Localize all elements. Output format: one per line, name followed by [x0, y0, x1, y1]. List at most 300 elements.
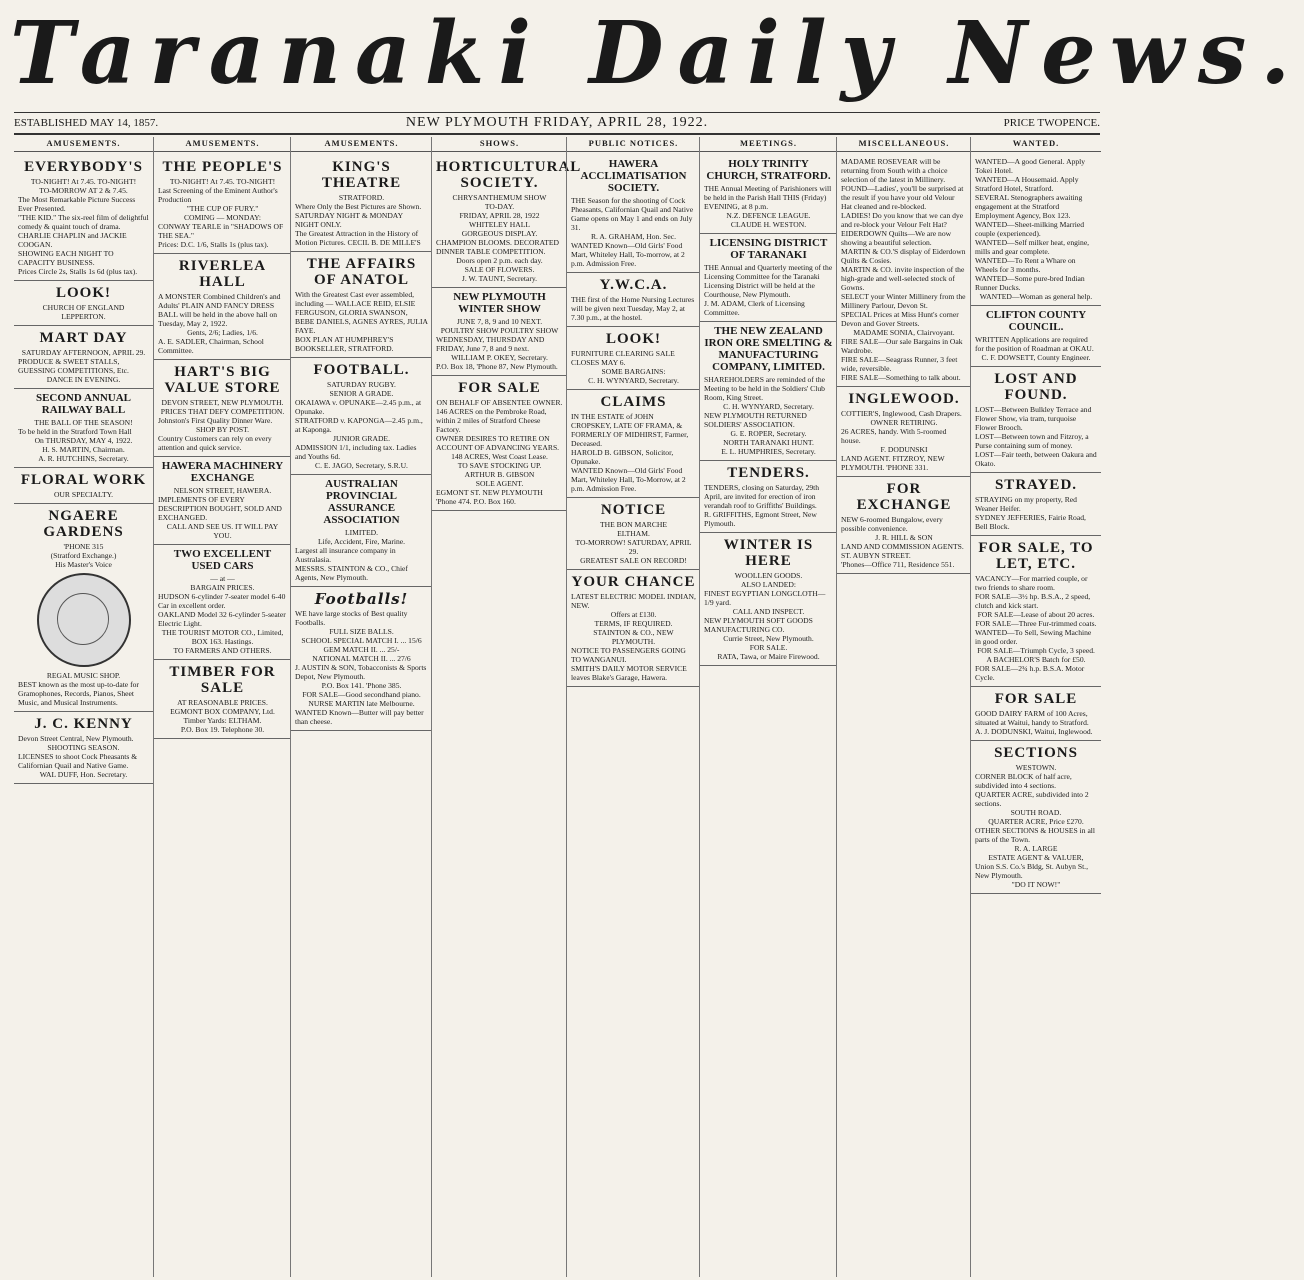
advertisement: [837, 387, 971, 477]
ad-text: EGMONT ST. NEW PLYMOUTH 'Phone 474. P.O. Box 160.: [436, 488, 543, 506]
ad-text: SMITH'S DAILY MOTOR SERVICE leaves Blake's Garage, Hawera.: [571, 664, 687, 682]
ad-text: FOR SALE—Good secondhand piano.: [302, 690, 421, 699]
ad-text: STAINTON & CO., NEW PLYMOUTH.: [593, 628, 674, 646]
ad-text: ALSO LANDED:: [740, 580, 797, 589]
ad-text: P.O. Box 18, 'Phone 87, New Plymouth.: [436, 362, 558, 371]
ad-text: THE BON MARCHE: [599, 520, 668, 529]
advertisement: [291, 252, 432, 358]
advertisement: [700, 322, 837, 461]
ad-text: NATIONAL MATCH II. ... 27/6: [312, 654, 411, 663]
column-4: [431, 137, 582, 1277]
ad-text: WANTED—A Housemaid. Apply Stratford Hotel, Stratford.: [975, 175, 1079, 193]
ad-text: THE Season for the shooting of Cock Pheasants, Californian Quail and Native Game opens on May 1 and ends on July 31.: [571, 196, 694, 232]
ad-text: NURSE MARTIN late Melbourne.: [308, 699, 415, 708]
ad-text: NOTICE TO PASSENGERS GOING TO WANGANUI.: [571, 646, 686, 664]
ad-text: ADMISSION 1/1, including tax. Ladies and Youths 6d.: [295, 443, 417, 461]
advertisement: [14, 155, 153, 281]
advertisement: [154, 660, 291, 739]
ad-text: NELSON STREET, HAWERA.: [173, 486, 272, 495]
ad-text: FIRE SALE—Our sale Bargains in Oak Wardrobe.: [841, 337, 963, 355]
ad-text: To be held in the Stratford Town Hall: [18, 427, 132, 436]
ad-title: CLIFTON COUNTY COUNCIL.: [985, 309, 1087, 333]
advertisement: [14, 504, 153, 712]
ad-text: WANTED—Woman as general help.: [979, 292, 1093, 301]
ad-text: On THURSDAY, MAY 4, 1922.: [34, 436, 133, 445]
ad-text: PRODUCE & SWEET STALLS, GUESSING COMPETITIONS, Etc.: [18, 357, 129, 375]
ad-text: CORNER BLOCK of half acre, subdivided into 4 sections.: [975, 772, 1072, 790]
ad-text: E. L. HUMPHRIES, Secretary.: [721, 447, 816, 456]
column-header: AMUSEMENTS.: [14, 137, 153, 152]
ad-text: REGAL MUSIC SHOP.: [46, 671, 121, 680]
ad-text: WOOLLEN GOODS.: [734, 571, 803, 580]
ad-text: FIRE SALE—Seagrass Runner, 3 feet wide, reversible.: [841, 355, 958, 373]
ad-text: FOR SALE—Lease of about 20 acres.: [977, 610, 1095, 619]
ad-text: TO-NIGHT! At 7.45. TO-NIGHT!: [169, 177, 276, 186]
ad-text: OUR SPECIALTY.: [53, 490, 114, 499]
ad-title: MART DAY: [39, 330, 128, 346]
advertisement: [567, 390, 700, 498]
ad-text: CHARLIE CHAPLIN and JACKIE COOGAN.: [18, 231, 127, 249]
ad-text: QUARTER ACRE, Price £270.: [988, 817, 1084, 826]
ad-text: SOUTH ROAD.: [1010, 808, 1062, 817]
ad-text: SHOP BY POST.: [195, 425, 250, 434]
ad-text: BEST known as the most up-to-date for Gramophones, Records, Pianos, Sheet Music, and Musical Instruments.: [18, 680, 139, 707]
advertisement: [971, 155, 1101, 306]
advertisement: [291, 358, 432, 475]
ad-title: LOOK!: [605, 331, 661, 347]
advertisement: [291, 587, 432, 731]
ad-title: TENDERS.: [727, 465, 810, 481]
ad-title: J. C. KENNY: [34, 716, 133, 732]
ad-text: LADIES! Do you know that we can dye and re-block your Velour Felt Hat?: [841, 211, 964, 229]
advertisement: [971, 687, 1101, 741]
ad-text: LOST—Between town and Fitzroy, a Purse containing sum of money.: [975, 432, 1089, 450]
masthead-rule: [14, 112, 1100, 113]
advertisement: [567, 570, 700, 687]
ad-text: SOLE AGENT.: [475, 479, 524, 488]
ad-text: LATEST ELECTRIC MODEL INDIAN, NEW.: [571, 592, 696, 610]
ad-text: AT REASONABLE PRICES.: [177, 698, 268, 707]
ad-text: SOME BARGAINS:: [601, 367, 666, 376]
ad-text: "THE CUP OF FURY.": [186, 204, 259, 213]
ad-text: "THE KID." The six-reel film of delightful comedy & quaint touch of drama.: [18, 213, 149, 231]
ad-text: SALE OF FLOWERS.: [464, 265, 535, 274]
ad-text: ESTATE AGENT & VALUER,: [988, 853, 1084, 862]
ad-text: VACANCY—For married couple, or two friends to share room.: [975, 574, 1088, 592]
ad-title: LOOK!: [55, 285, 111, 301]
ad-text: 148 ACRES, West Coast Lease.: [451, 452, 548, 461]
ad-text: FOUND—Ladies', you'll be surprised at the result if you have your old Velour Hat cleaned and re-blocked.: [841, 184, 964, 211]
ad-text: A. E. SADLER, Chairman, School Committee.: [158, 337, 264, 355]
advertisement: [700, 533, 837, 666]
ad-text: A. R. HUTCHINS, Secretary.: [38, 454, 129, 463]
ad-text: (Stratford Exchange.): [50, 551, 117, 560]
ad-text: MESSRS. STAINTON & CO., Chief Agents, New Plymouth.: [295, 564, 408, 582]
ad-text: The Most Remarkable Picture Success Ever Presented.: [18, 195, 136, 213]
ad-text: WANTED—Self milker heat, engine, mills and gear complete.: [975, 238, 1090, 256]
ad-text: THE first of the Home Nursing Lectures will be given next Tuesday, May 2, at 7.30 p.m., at the hostel.: [571, 295, 695, 322]
ad-text: STRATFORD.: [338, 193, 385, 202]
ad-text: P.O. Box 141. 'Phone 385.: [321, 681, 402, 690]
ad-text: SHOOTING SEASON.: [47, 743, 120, 752]
ad-title: HAWERA ACCLIMATISATION SOCIETY.: [580, 158, 687, 194]
ad-title: KING'S THEATRE: [321, 159, 402, 191]
ad-text: J. AUSTIN & SON, Tobacconists & Sports Depot, New Plymouth.: [295, 663, 427, 681]
ad-text: NORTH TARANAKI HUNT.: [723, 438, 814, 447]
ad-title: LICENSING DISTRICT OF TARANAKI: [709, 237, 828, 261]
ad-text: Last Screening of the Eminent Author's Production: [158, 186, 278, 204]
ad-text: WANTED Known—Butter will pay better than cheese.: [295, 708, 424, 726]
advertisement: [432, 288, 567, 376]
ad-text: A. J. DODUNSKI, Waitui, Inglewood.: [975, 727, 1093, 736]
dateline-rule: [14, 133, 1100, 135]
ad-text: "DO IT NOW!": [1011, 880, 1061, 889]
ad-title: FOOTBALL.: [313, 362, 410, 378]
column-3: [290, 137, 432, 1277]
ad-title: FOR EXCHANGE: [856, 481, 952, 513]
ad-text: TENDERS, closing on Saturday, 29th April, are invited for erection of iron verandah roof to Griffiths' Buildings.: [704, 483, 820, 510]
ad-text: NEW PLYMOUTH SOFT GOODS MANUFACTURING CO.: [704, 616, 813, 634]
advertisement: [14, 281, 153, 326]
ad-text: — at —: [210, 574, 235, 583]
ad-text: WAL DUFF, Hon. Secretary.: [39, 770, 128, 779]
ad-text: NEW PLYMOUTH RETURNED SOLDIERS' ASSOCIATION.: [704, 411, 807, 429]
ad-title: AUSTRALIAN PROVINCIAL ASSURANCE ASSOCIATION: [323, 478, 400, 526]
advertisement: [971, 536, 1101, 687]
ad-text: SHOWING EACH NIGHT TO CAPACITY BUSINESS.: [18, 249, 114, 267]
ad-text: C. H. WYNYARD, Secretary.: [588, 376, 679, 385]
column-header: WANTED.: [971, 137, 1101, 152]
ad-text: SATURDAY RUGBY.: [327, 380, 396, 389]
ad-text: IMPLEMENTS OF EVERY DESCRIPTION BOUGHT, SOLD AND EXCHANGED.: [158, 495, 282, 522]
ad-text: DANCE IN EVENING.: [46, 375, 121, 384]
ad-text: THE Annual and Quarterly meeting of the Licensing Committee for the Taranaki Licensing District will be held at the Courthouse, New Plymouth.: [704, 263, 833, 299]
advertisement: [700, 234, 837, 322]
ad-text: ELTHAM.: [617, 529, 650, 538]
column-8: [970, 137, 1101, 1277]
ad-title: YOUR CHANCE: [571, 574, 696, 590]
column-6: [699, 137, 837, 1277]
ad-text: A BACHELOR'S Batch for £50.: [986, 655, 1086, 664]
ad-text: TO FARMERS AND OTHERS.: [173, 646, 272, 655]
ad-text: H. S. MARTIN, Chairman.: [42, 445, 125, 454]
ad-title: RIVERLEA HALL: [178, 258, 267, 290]
advertisement: [154, 457, 291, 545]
ad-title: TWO EXCELLENT USED CARS: [173, 548, 272, 572]
ad-text: NEW 6-roomed Bungalow, every possible convenience.: [841, 515, 943, 533]
ad-text: THE BALL OF THE SEASON!: [34, 418, 133, 427]
ad-text: R. GRIFFITHS, Egmont Street, New Plymouth.: [704, 510, 817, 528]
ad-text: FINEST EGYPTIAN LONGCLOTH—1/9 yard.: [704, 589, 826, 607]
column-header: AMUSEMENTS.: [291, 137, 432, 152]
ad-text: PRICES THAT DEFY COMPETITION.: [160, 407, 285, 416]
ad-title: TIMBER FOR SALE: [169, 664, 276, 696]
advertisement: [567, 273, 700, 327]
ad-text: ON BEHALF OF ABSENTEE OWNER.: [436, 398, 563, 407]
advertisement: [291, 155, 432, 252]
advertisement: [14, 712, 153, 784]
advertisement: [14, 389, 153, 468]
ad-title: HART'S BIG VALUE STORE: [164, 364, 281, 396]
column-5: [566, 137, 700, 1277]
advertisement: [700, 155, 837, 234]
ad-text: R. A. GRAHAM, Hon. Sec.: [590, 232, 676, 241]
ad-text: LAND AND COMMISSION AGENTS. ST. AUBYN STREET.: [841, 542, 964, 560]
ad-title: INGLEWOOD.: [848, 391, 960, 407]
ad-title: NGAERE GARDENS: [43, 508, 124, 540]
ad-text: Prices Circle 2s, Stalls 1s 6d (plus tax).: [18, 267, 138, 276]
ad-text: Currie Street, New Plymouth.: [723, 634, 814, 643]
advertisement: [971, 741, 1101, 894]
ad-text: LOST—Fair teeth, between Oakura and Okato.: [975, 450, 1097, 468]
ad-text: Union S.S. Co.'s Bldg, St. Aubyn St., New Plymouth.: [975, 862, 1088, 880]
advertisement: [14, 468, 153, 504]
established: ESTABLISHED MAY 14, 1857.: [14, 117, 159, 129]
ad-title: HAWERA MACHINERY EXCHANGE: [161, 460, 284, 484]
ad-text: SENIOR A GRADE.: [329, 389, 394, 398]
ad-text: WE have large stocks of Best quality Footballs.: [295, 609, 408, 627]
ad-text: FIRE SALE—Something to talk about.: [841, 373, 961, 382]
ad-text: C. H. WYNYARD, Secretary.: [723, 402, 814, 411]
ad-text: 26 ACRES, handy. With 5-roomed house.: [841, 427, 947, 445]
column-header: SHOWS.: [432, 137, 567, 152]
dateline: [14, 115, 1100, 133]
ad-text: FOR SALE.: [749, 643, 788, 652]
ad-title: SECTIONS: [994, 745, 1078, 761]
advertisement: [567, 327, 700, 390]
advertisement: [971, 367, 1101, 473]
ad-text: GORGEOUS DISPLAY.: [461, 229, 538, 238]
column-1: [14, 137, 153, 1277]
ad-text: SHAREHOLDERS are reminded of the Meeting to be held in the Soldiers' Club Room, King Street.: [704, 375, 826, 402]
ad-text: STRATFORD v. KAPONGA—2.45 p.m., at Kaponga.: [295, 416, 423, 434]
ad-text: OTHER SECTIONS & HOUSES in all parts of the Town.: [975, 826, 1096, 844]
column-header: PUBLIC NOTICES.: [567, 137, 700, 152]
ad-text: R. A. LARGE: [1014, 844, 1058, 853]
ad-text: N.Z. DEFENCE LEAGUE.: [726, 211, 811, 220]
advertisement: [837, 155, 971, 387]
ad-text: COMING — MONDAY:: [183, 213, 262, 222]
ad-text: CONWAY TEARLE in "SHADOWS OF THE SEA.": [158, 222, 284, 240]
ad-text: Gents, 2/6; Ladies, 1/6.: [187, 328, 258, 337]
column-header: MISCELLANEOUS.: [837, 137, 971, 152]
ad-title: NOTICE: [600, 502, 667, 518]
ad-text: WANTED—Sheet-milking Married couple (experienced).: [975, 220, 1085, 238]
ad-text: FRIDAY, APRIL 28, 1922: [459, 211, 540, 220]
ad-text: WANTED—Some pure-bred Indian Runner Ducks.: [975, 274, 1085, 292]
ad-text: JUNE 7, 8, 9 and 10 NEXT.: [456, 317, 543, 326]
advertisement: [837, 477, 971, 574]
advertisement: [432, 376, 567, 511]
advertisement: [14, 326, 153, 389]
ad-text: G. E. ROPER, Secretary.: [730, 429, 807, 438]
ad-text: WANTED—A good General. Apply Tokei Hotel.: [975, 157, 1086, 175]
ad-text: MARTIN & CO.'S display of Eiderdown Quilts & Cosies.: [841, 247, 966, 265]
ad-text: FOR SALE—3½ hp. B.S.A., 2 speed, clutch and kick start.: [975, 592, 1091, 610]
ad-text: 'Phones—Office 711, Residence 551.: [841, 560, 955, 569]
ad-text: TO-NIGHT! At 7.45. TO-NIGHT!: [30, 177, 137, 186]
ad-text: Johnston's First Quality Dinner Ware.: [158, 416, 273, 425]
ad-title: STRAYED.: [994, 477, 1078, 493]
ad-text: THE Annual Meeting of Parishioners will be held in the Parish Hall THIS (Friday) EVENING, at 8 p.m.: [704, 184, 832, 211]
issue-date: NEW PLYMOUTH FRIDAY, APRIL 28, 1922.: [405, 115, 709, 130]
ad-text: F. DODUNSKI: [880, 445, 928, 454]
ad-title: Y.W.C.A.: [599, 277, 668, 293]
ad-title: SECOND ANNUAL RAILWAY BALL: [35, 392, 132, 416]
ad-text: J. M. ADAM, Clerk of Licensing Committee.: [704, 299, 805, 317]
ad-text: JUNIOR GRADE.: [333, 434, 390, 443]
ad-text: SCHOOL SPECIAL MATCH I. ... 15/6: [301, 636, 422, 645]
column-header: MEETINGS.: [700, 137, 837, 152]
ad-title: LOST AND FOUND.: [994, 371, 1078, 403]
ad-text: CHRYSANTHEMUM SHOW: [452, 193, 547, 202]
ad-title: WINTER IS HERE: [723, 537, 814, 569]
ad-title: THE NEW ZEALAND IRON ORE SMELTING & MANUFACTURING COMPANY, LIMITED.: [704, 325, 833, 373]
advertisement: [154, 254, 291, 360]
ad-text: LAND AGENT. FITZROY, NEW PLYMOUTH. 'PHONE 331.: [841, 454, 945, 472]
column-7: [836, 137, 971, 1277]
ad-text: MADAME ROSEVEAR will be returning from South with a choice selection of the latest in Millinery.: [841, 157, 948, 184]
ad-text: Largest all insurance company in Australasia.: [295, 546, 396, 564]
price: PRICE TWOPENCE.: [1003, 117, 1100, 129]
ad-text: TO SAVE STOCKING UP.: [457, 461, 542, 470]
ad-text: IN THE ESTATE of JOHN CROPSKEY, LATE OF FRAMA, & FORMERLY OF MIDHIRST, Farmer, Deceased.: [571, 412, 689, 448]
ad-text: TO-MORROW AT 2 & 7.45.: [39, 186, 128, 195]
ad-title: Footballs!: [314, 590, 409, 608]
ad-text: CHURCH OF ENGLAND: [42, 303, 125, 312]
advertisement: [154, 360, 291, 457]
ad-title: FOR SALE, TO LET, ETC.: [978, 540, 1094, 572]
columns: [14, 137, 1100, 1277]
ad-text: TERMS, IF REQUIRED.: [594, 619, 673, 628]
ad-text: LOST—Between Bulkley Terrace and Flower Show, via tram, turquoise Flower Brooch.: [975, 405, 1092, 432]
advertisement: [154, 545, 291, 660]
ad-text: LEPPERTON.: [61, 312, 106, 321]
ad-text: EIDERDOWN Quilts—We are now showing a beautiful selection.: [841, 229, 952, 247]
ad-title: THE PEOPLE'S: [162, 159, 283, 175]
ad-text: CLAUDE H. WESTON.: [730, 220, 807, 229]
ad-text: SATURDAY AFTERNOON, APRIL 29.: [21, 348, 146, 357]
ad-text: GEM MATCH II. ... 25/-: [323, 645, 400, 654]
advertisement: [567, 155, 700, 273]
ad-text: SEVERAL Stenographers awaiting engagement at the Stratford Employment Agency, Box 123.: [975, 193, 1083, 220]
ad-text: OAKLAND Model 32 6-cylinder 5-seater Electric Light.: [158, 610, 286, 628]
ad-text: WANTED—To Rent a Whare on Wheels for 3 months.: [975, 256, 1076, 274]
ad-text: LICENSES to shoot Cock Pheasants & Californian Quail and Native Game.: [18, 752, 138, 770]
ad-text: WHITELEY HALL: [468, 220, 531, 229]
ad-text: WANTED Known—Old Girls' Food Mart, Whiteley Hall, To-Morrow, at 2 p.m. Admission Free.: [571, 466, 686, 493]
ad-title: FOR SALE: [458, 380, 541, 396]
ad-text: SYDNEY JEFFERIES, Fairie Road, Bell Block.: [975, 513, 1086, 531]
his-masters-voice-logo: [37, 573, 131, 667]
advertisement: [567, 498, 700, 570]
ad-title: FLORAL WORK: [20, 472, 147, 488]
masthead-title: Taranaki Daily News.: [10, 3, 1304, 104]
advertisement: [154, 155, 291, 254]
ad-text: WESTOWN.: [1015, 763, 1057, 772]
ad-text: THE TOURIST MOTOR CO., Limited,: [161, 628, 284, 637]
ad-text: The Greatest Attraction in the History of Motion Pictures. CECIL B. DE MILLE'S: [295, 229, 421, 247]
ad-text: 146 ACRES on the Pembroke Road, within 2 miles of Stratford Cheese Factory.: [436, 407, 547, 434]
ad-text: BOX 163. Hastings.: [191, 637, 254, 646]
ad-text: POULTRY SHOW POULTRY SHOW: [440, 326, 559, 335]
ad-text: With the Greatest Cast ever assembled, including — WALLACE REID, ELSIE FERGUSON, GLORIA SWANSON, BEBE DANIELS, AGNES AYRES, JULIA FAYE.: [295, 290, 428, 335]
ad-text: ARTHUR B. GIBSON: [464, 470, 535, 479]
ad-text: WEDNESDAY, THURSDAY AND FRIDAY, June 7, 8 and 9 next.: [436, 335, 545, 353]
ad-text: GREATEST SALE ON RECORD!: [580, 556, 687, 565]
ad-text: RATA, Tawa, or Maire Firewood.: [717, 652, 820, 661]
ad-text: MARTIN & CO. invite inspection of the high-grade and well-selected stock of Gowns.: [841, 265, 965, 292]
ad-text: HUDSON 6-cylinder 7-seater model 6-40 Car in excellent order.: [158, 592, 286, 610]
ad-text: CALL AND SEE US. IT WILL PAY YOU.: [166, 522, 279, 540]
ad-title: HOLY TRINITY CHURCH, STRATFORD.: [706, 158, 831, 182]
ad-title: HORTICULTURAL SOCIETY.: [436, 159, 582, 191]
ad-text: BOX PLAN AT HUMPHREY'S BOOKSELLER, STRATFORD.: [295, 335, 394, 353]
ad-text: Prices: D.C. 1/6, Stalls 1s (plus tax).: [158, 240, 269, 249]
ad-text: COTTIER'S, Inglewood, Cash Drapers.: [841, 409, 962, 418]
ad-text: FOR SALE—Three Fur-trimmed coats.: [975, 619, 1097, 628]
ad-text: WILLIAM P. OKEY, Secretary.: [451, 353, 548, 362]
ad-text: P.O. Box 19. Telephone 30.: [180, 725, 265, 734]
ad-text: QUARTER ACRE, subdivided into 2 sections.: [975, 790, 1089, 808]
ad-text: HAROLD B. GIBSON, Solicitor, Opunake.: [571, 448, 674, 466]
ad-text: Where Only the Best Pictures are Shown.: [295, 202, 422, 211]
ad-text: Country Customers can rely on every attention and quick service.: [158, 434, 272, 452]
ad-text: TO-DAY.: [484, 202, 515, 211]
ad-text: OKAIAWA v. OPUNAKE—2.45 p.m., at Opunake.: [295, 398, 422, 416]
advertisement: [291, 475, 432, 587]
ad-text: LIMITED.: [344, 528, 379, 537]
ad-text: TO-MORROW! SATURDAY, APRIL 29.: [575, 538, 692, 556]
ad-text: FOR SALE—Triumph Cycle, 3 speed.: [977, 646, 1095, 655]
advertisement: [971, 306, 1101, 367]
ad-text: WANTED Known—Old Girls' Food Mart, Whiteley Hall, To-morrow, at 2 p.m. Admission Free.: [571, 241, 685, 268]
advertisement: [971, 473, 1101, 536]
ad-title: FOR SALE: [994, 691, 1078, 707]
ad-text: J. R. HILL & SON: [875, 533, 933, 542]
column-2: [153, 137, 291, 1277]
ad-text: His Master's Voice: [55, 560, 112, 569]
ad-text: STRAYING on my property, Red Weaner Heifer.: [975, 495, 1077, 513]
ad-text: CALL AND INSPECT.: [732, 607, 805, 616]
ad-text: MADAME SONIA, Clairvoyant.: [853, 328, 955, 337]
masthead: [0, 0, 1304, 118]
advertisement: [700, 461, 837, 533]
ad-text: FULL SIZE BALLS.: [329, 627, 394, 636]
ad-text: DEVON STREET, NEW PLYMOUTH.: [161, 398, 284, 407]
ad-text: C. F. DOWSETT, County Engineer.: [981, 353, 1091, 362]
ad-title: CLAIMS: [600, 394, 667, 410]
ad-text: J. W. TAUNT, Secretary.: [461, 274, 538, 283]
ad-title: EVERYBODY'S: [24, 159, 143, 175]
ad-text: Timber Yards: ELTHAM.: [183, 716, 262, 725]
ad-text: SATURDAY NIGHT & MONDAY NIGHT ONLY.: [295, 211, 403, 229]
ad-text: Doors open 2 p.m. each day.: [456, 256, 543, 265]
ad-text: OWNER DESIRES TO RETIRE ON ACCOUNT OF ADVANCING YEARS.: [436, 434, 560, 452]
ad-text: C. E. JAGO, Secretary, S.R.U.: [315, 461, 408, 470]
ad-text: FURNITURE CLEARING SALE CLOSES MAY 6.: [571, 349, 675, 367]
ad-text: WRITTEN Applications are required for the position of Roadman at OKAU.: [975, 335, 1094, 353]
ad-text: SPECIAL Prices at Miss Hunt's corner Devon and Gover Streets.: [841, 310, 959, 328]
ad-text: FOR SALE—2¾ h.p. B.S.A. Motor Cycle.: [975, 664, 1085, 682]
ad-text: Devon Street Central, New Plymouth.: [18, 734, 134, 743]
ad-text: CHAMPION BLOOMS. DECORATED DINNER TABLE COMPETITION.: [436, 238, 559, 256]
ad-text: EGMONT BOX COMPANY, Ltd.: [170, 707, 275, 716]
ad-text: Life, Accident, Fire, Marine.: [317, 537, 406, 546]
ad-text: SELECT your Winter Millinery from the Millinery Parlour, Devon St.: [841, 292, 966, 310]
advertisement: [432, 155, 582, 288]
ad-text: A MONSTER Combined Children's and Adults' PLAIN AND FANCY DRESS BALL will be held in the above hall on Tuesday, May 2, 1922.: [158, 292, 281, 328]
